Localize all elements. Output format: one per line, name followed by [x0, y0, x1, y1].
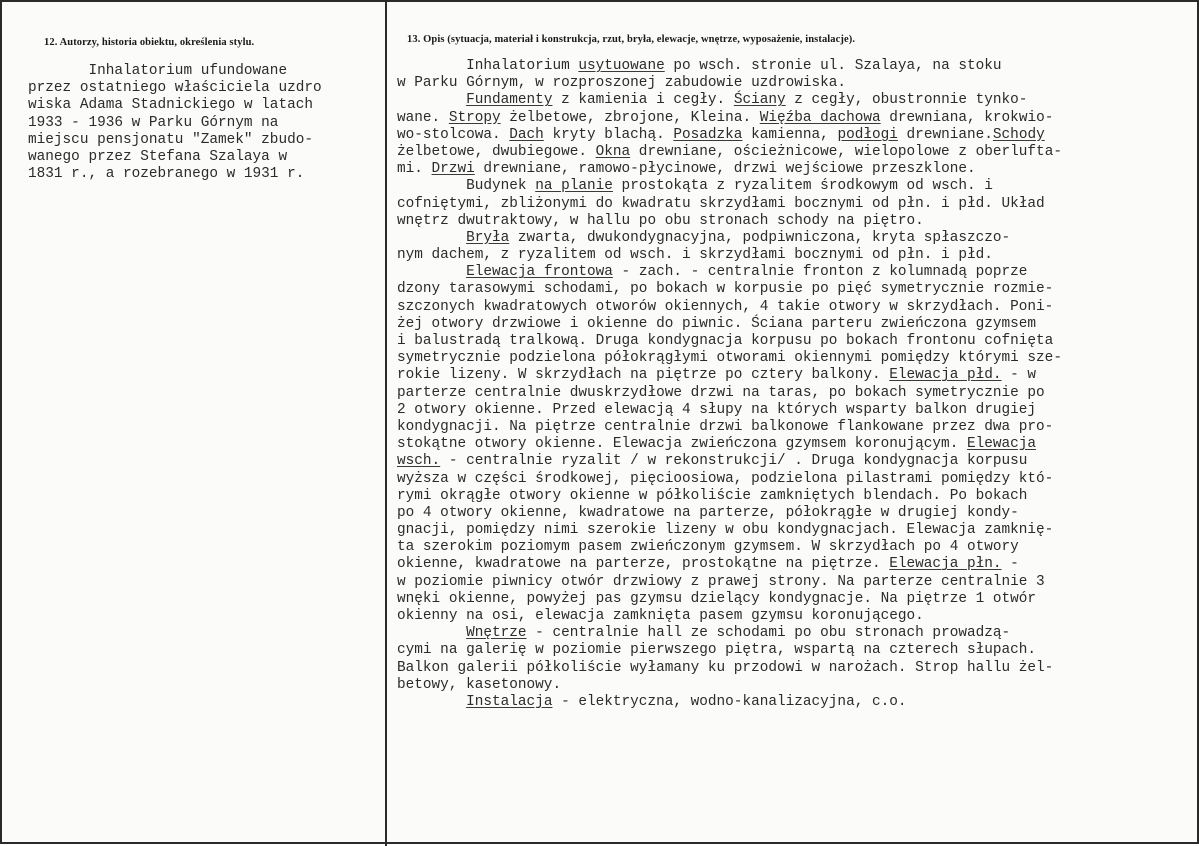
description-line — [397, 144, 1062, 161]
description-text: gnacji, pomiędzy nimi szerokie lizeny w obu kondygnacjach. Elewacja zamknię- — [397, 522, 1054, 539]
section-12-text — [28, 63, 322, 183]
description-text: drewniane, ramowo-płycinowe, drzwi wejściowe przeszklone. — [474, 161, 976, 178]
description-line — [397, 350, 1062, 367]
description-text: Balkon galerii półkoliście wyłamany ku przodowi w narożach. Strop hallu żel- — [397, 659, 1054, 676]
description-heading: Posadzka — [673, 126, 743, 143]
description-text: parterze centralnie dwuskrzydłowe drzwi na taras, po bokach symetrycznie po — [397, 384, 1045, 401]
history-line: 1831 r., a rozebranego w 1931 r. — [28, 166, 305, 183]
description-heading: Fundamenty — [466, 92, 553, 109]
description-text: prostokąta z ryzalitem środkowym od wsch. i — [612, 178, 993, 195]
description-line — [397, 213, 1062, 230]
description-line — [397, 196, 1062, 213]
description-text: nym dachem, z ryzalitem od wsch. i skrzydłami bocznymi od płn. i płd. — [397, 247, 993, 264]
description-text: w Parku Górnym, w rozproszonej zabudowie uzdrowiska. — [397, 75, 847, 92]
description-heading: wsch. — [397, 453, 441, 470]
description-line — [397, 453, 1062, 470]
description-text: Budynek — [397, 178, 536, 195]
description-line — [397, 75, 1062, 92]
description-text: cofniętymi, zbliżonymi do kwadratu skrzydłami bocznymi od płn. i płd. Układ — [397, 195, 1045, 212]
description-text: z cegły, obustronnie tynko- — [785, 92, 1028, 109]
description-text: Inhalatorium — [397, 58, 579, 74]
description-text — [397, 264, 466, 280]
description-line — [397, 92, 1062, 109]
description-text: żelbetowe, zbrojone, Kleina. — [500, 109, 760, 126]
section-13-header: 13. Opis (sytuacja, materiał i konstrukcja, rzut, bryła, elewacje, wnętrze, wyposażenie, instalacje). — [407, 34, 856, 45]
section-13-text — [397, 58, 1062, 711]
description-heading: Elewacja płn. — [889, 556, 1002, 573]
description-line — [397, 230, 1062, 247]
description-line — [397, 316, 1062, 333]
description-heading: Schody — [992, 126, 1045, 143]
description-text: kondygnacji. Na piętrze centralnie drzwi balkonowe flankowane przez dwa pro- — [397, 418, 1054, 435]
description-line — [397, 471, 1062, 488]
description-text: - elektryczna, wodno-kanalizacyjna, c.o. — [552, 693, 907, 710]
description-line — [397, 281, 1062, 298]
description-line — [397, 591, 1062, 608]
description-line — [397, 333, 1062, 350]
description-text: szczonych kwadratowych otworów okiennych, 4 takie otwory w skrzydłach. Poni- — [397, 298, 1054, 315]
history-line: przez ostatniego właściciela uzdro — [28, 80, 322, 97]
column-divider — [385, 2, 387, 846]
description-line — [397, 178, 1062, 195]
description-text: po wsch. stronie ul. Szalaya, na stoku — [664, 58, 1002, 74]
section-12-header: 12. Autorzy, historia obiektu, określenia stylu. — [44, 37, 255, 48]
description-line — [397, 247, 1062, 264]
description-text: stokątne otwory okienne. Elewacja zwieńczona gzymsem koronującym. — [397, 436, 967, 453]
description-line — [397, 556, 1062, 573]
description-text: rokie lizeny. W skrzydłach na piętrze po cztery balkony. — [397, 367, 890, 384]
history-line: wiska Adama Stadnickiego w latach — [28, 97, 313, 114]
description-text: drewniane, ościeżnicowe, wielopolowe z oberlufta- — [630, 143, 1062, 160]
description-heading: Bryła — [466, 229, 510, 246]
description-heading: Elewacja frontowa — [466, 264, 613, 281]
description-heading: Stropy — [448, 109, 501, 126]
description-heading: Wnętrze — [466, 625, 527, 642]
description-line — [397, 402, 1062, 419]
description-line — [397, 574, 1062, 591]
description-heading: Ściany — [733, 92, 786, 109]
description-line — [397, 660, 1062, 677]
description-line — [397, 522, 1062, 539]
history-line: Inhalatorium ufundowane — [28, 63, 288, 79]
description-heading: Elewacja — [966, 436, 1037, 453]
description-heading: Elewacja płd. — [889, 367, 1002, 384]
description-text — [397, 92, 466, 108]
description-heading: usytuowane — [578, 58, 665, 74]
description-text: - centralnie hall ze schodami po obu stronach prowadzą- — [526, 625, 1011, 642]
description-line — [397, 127, 1062, 144]
description-text: okienny na osi, elewacja zamknięta pasem gzymsu koronującego. — [397, 608, 924, 624]
description-line — [397, 367, 1062, 384]
description-line — [397, 505, 1062, 522]
description-text: po 4 otwory okienne, kwadratowe na parterze, półokrągłe w drugiej kondy- — [397, 504, 1019, 521]
description-text: żelbetowe, dwubiegowe. — [397, 143, 596, 160]
description-text: - w — [1001, 367, 1037, 384]
description-text: wane. — [397, 109, 449, 126]
description-text — [397, 625, 466, 641]
description-text: cymi na galerię w poziomie pierwszego piętra, wspartą na czterech słupach. — [397, 642, 1037, 659]
description-text: mi. — [397, 161, 432, 178]
description-line — [397, 539, 1062, 556]
description-text: wo-stolcowa. — [397, 126, 510, 143]
description-text: - zach. - centralnie fronton z kolumnadą poprze — [612, 264, 1028, 281]
description-text: żej otwory drzwiowe i okienne do piwnic. Ściana parteru zwieńczona gzymsem — [397, 315, 1037, 332]
description-line — [397, 694, 1062, 711]
description-line — [397, 625, 1062, 642]
description-text: drewniana, krokwio- — [880, 109, 1054, 126]
description-line — [397, 264, 1062, 281]
description-heading: Drzwi — [431, 161, 475, 178]
description-heading: Dach — [509, 126, 544, 143]
description-line — [397, 419, 1062, 436]
description-text: kryty blachą. — [543, 126, 674, 143]
history-line: 1933 - 1936 w Parku Górnym na — [28, 114, 279, 131]
description-line — [397, 436, 1062, 453]
description-text: w poziomie piwnicy otwór drzwiowy z prawej strony. Na parterze centralnie 3 — [397, 573, 1045, 590]
description-line — [397, 677, 1062, 694]
description-line — [397, 385, 1062, 402]
description-line — [397, 161, 1062, 178]
description-text: kamienna, — [742, 126, 838, 143]
description-text: drewniane. — [897, 126, 993, 143]
description-text: wnęki okienne, powyżej pas gzymsu dzielący kondygnacje. Na piętrze 1 otwór — [397, 590, 1037, 607]
description-line — [397, 58, 1062, 75]
description-text: wnętrz dwutraktowy, w hallu po obu stronach schody na piętro. — [397, 212, 924, 229]
description-text: rymi okrągłe otwory okienne w półkoliście zamkniętych blendach. Po bokach — [397, 487, 1028, 504]
description-text: wyższa w części środkowej, pięcioosiowa, podzielona pilastrami pomiędzy któ- — [397, 470, 1054, 487]
description-text: ta szerokim poziomym pasem zwieńczonym gzymsem. W skrzydłach po 4 otwory — [397, 539, 1019, 556]
description-heading: podłogi — [837, 126, 898, 143]
description-text — [397, 694, 466, 710]
history-line: miejscu pensjonatu "Zamek" zbudo- — [28, 131, 313, 148]
description-text: dzony tarasowymi schodami, po bokach w korpusie po pięć symetrycznie rozmie- — [397, 281, 1054, 298]
description-heading: na planie — [535, 178, 613, 195]
description-heading: Instalacja — [466, 693, 553, 710]
description-text: betowy, kasetonowy. — [397, 676, 562, 693]
history-line: wanego przez Stefana Szalaya w — [28, 148, 288, 165]
description-heading: Więźba dachowa — [759, 109, 881, 126]
description-line — [397, 642, 1062, 659]
description-text: symetrycznie podzielona półokrągłymi otworami okiennymi pomiędzy którymi sze- — [397, 350, 1062, 367]
description-heading: Okna — [595, 143, 631, 160]
description-line — [397, 608, 1062, 625]
description-text: zwarta, dwukondygnacyjna, podpiwniczona, kryta spłaszczo- — [509, 229, 1011, 246]
description-text: i balustradą tralkową. Druga kondygnacja korpusu po bokach frontonu cofnięta — [397, 333, 1054, 349]
description-text: - — [1001, 556, 1019, 573]
description-text: 2 otwory okienne. Przed elewacją 4 słupy na których wsparty balkon drugiej — [397, 401, 1037, 418]
description-text: - centralnie ryzalit / w rekonstrukcji/ . Druga kondygnacja korpusu — [440, 453, 1028, 470]
description-line — [397, 488, 1062, 505]
description-text — [397, 230, 466, 246]
description-line — [397, 299, 1062, 316]
description-text: z kamienia i cegły. — [552, 92, 734, 109]
description-line — [397, 110, 1062, 127]
description-text: okienne, kwadratowe na parterze, prostokątne na piętrze. — [397, 556, 890, 573]
